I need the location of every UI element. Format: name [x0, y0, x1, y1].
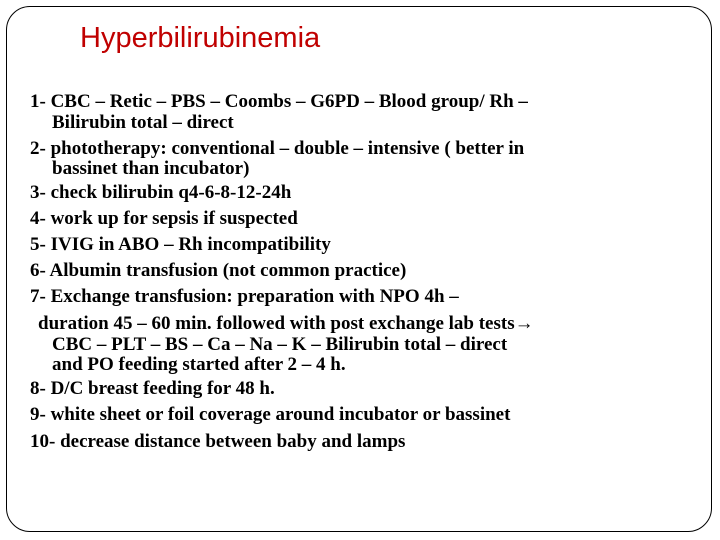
list-item-7-continued: duration 45 – 60 min. followed with post exchange lab tests→: [38, 313, 534, 334]
list-item-10: 10- decrease distance between baby and lamps: [30, 431, 406, 452]
list-item-1-continued: Bilirubin total – direct: [52, 112, 234, 133]
list-item-3: 3- check bilirubin q4-6-8-12-24h: [30, 182, 292, 203]
list-item-5: 5- IVIG in ABO – Rh incompatibility: [30, 234, 331, 255]
list-item-7: 7- Exchange transfusion: preparation with NPO 4h –: [30, 286, 459, 307]
list-item-4: 4- work up for sepsis if suspected: [30, 208, 298, 229]
list-item-1: 1- CBC – Retic – PBS – Coombs – G6PD – Blood group/ Rh –: [30, 91, 528, 112]
list-item-8: 8- D/C breast feeding for 48 h.: [30, 378, 275, 399]
list-item-9: 9- white sheet or foil coverage around incubator or bassinet: [30, 404, 511, 425]
list-item-7-labs: CBC – PLT – BS – Ca – Na – K – Bilirubin total – direct: [52, 334, 508, 355]
slide-title: Hyperbilirubinemia: [80, 22, 321, 54]
list-item-7-feeding: and PO feeding started after 2 – 4 h.: [52, 354, 346, 375]
list-item-2: 2- phototherapy: conventional – double – intensive ( better in: [30, 138, 525, 159]
list-item-2-continued: bassinet than incubator): [52, 158, 250, 179]
list-item-6: 6- Albumin transfusion (not common practice): [30, 260, 407, 281]
